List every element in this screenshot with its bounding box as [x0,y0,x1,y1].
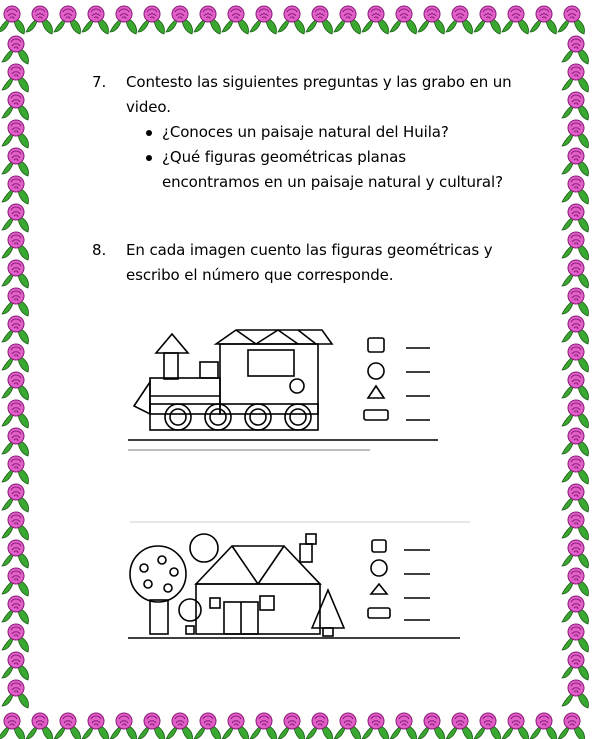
rose-flower-icon [54,6,81,34]
rose-flower-icon [562,400,589,428]
rose-flower-icon [0,713,25,739]
rose-flower-icon [530,6,557,34]
rose-flower-icon [2,316,29,344]
rose-flower-icon [2,596,29,624]
rose-flower-icon [562,652,589,680]
rose-flower-icon [562,148,589,176]
rose-flower-icon [138,713,165,739]
rose-flower-icon [2,64,29,92]
train-shapes-drawing [120,320,450,459]
rose-flower-icon [2,652,29,680]
rose-border-right [554,30,594,709]
rose-flower-icon [562,372,589,400]
rose-flower-icon [54,713,81,739]
rose-flower-icon [446,713,473,739]
rose-flower-icon [222,713,249,739]
rose-flower-icon [562,568,589,596]
rose-flower-icon [2,120,29,148]
rose-flower-icon [562,260,589,288]
rose-border-left [0,30,40,709]
rose-flower-icon [2,568,29,596]
rose-flower-icon [530,713,557,739]
rose-flower-icon [390,6,417,34]
rose-flower-icon [2,680,29,708]
rose-flower-icon [562,120,589,148]
rose-flower-icon [2,204,29,232]
rose-flower-icon [334,713,361,739]
rose-flower-icon [474,713,501,739]
rose-flower-icon [2,400,29,428]
rose-flower-icon [362,713,389,739]
rose-flower-icon [110,713,137,739]
rose-flower-icon [562,456,589,484]
rose-flower-icon [138,6,165,34]
question-7-bullets [144,120,504,195]
question-number: 8. [92,241,107,259]
house-shapes-drawing [120,520,470,654]
rose-flower-icon [2,344,29,372]
rose-flower-icon [562,484,589,512]
rose-flower-icon [562,428,589,456]
rose-flower-icon [2,260,29,288]
rose-flower-icon [334,6,361,34]
rose-flower-icon [390,713,417,739]
rose-flower-icon [2,428,29,456]
rose-flower-icon [562,680,589,708]
rose-flower-icon [222,6,249,34]
rose-flower-icon [562,596,589,624]
rose-flower-icon [418,713,445,739]
rose-flower-icon [306,713,333,739]
rose-flower-icon [562,204,589,232]
rose-flower-icon [82,713,109,739]
question-number: 7. [92,73,107,91]
rose-flower-icon [562,232,589,260]
rose-flower-icon [474,6,501,34]
rose-flower-icon [194,6,221,34]
bullet-item: ¿Conoces un paisaje natural del Huila? [144,120,504,145]
question-text: En cada imagen cuento las figuras geométricas y escribo el número que corresponde. [126,241,493,284]
rose-flower-icon [558,713,585,739]
rose-flower-icon [502,6,529,34]
rose-flower-icon [306,6,333,34]
rose-flower-icon [2,540,29,568]
rose-flower-icon [166,713,193,739]
rose-flower-icon [278,6,305,34]
rose-flower-icon [2,232,29,260]
rose-flower-icon [502,713,529,739]
rose-flower-icon [562,92,589,120]
rose-flower-icon [562,64,589,92]
rose-flower-icon [194,713,221,739]
rose-flower-icon [2,92,29,120]
rose-border-top [0,0,594,40]
rose-flower-icon [2,176,29,204]
rose-flower-icon [562,512,589,540]
rose-flower-icon [418,6,445,34]
rose-flower-icon [250,6,277,34]
rose-flower-icon [562,288,589,316]
rose-flower-icon [278,713,305,739]
rose-flower-icon [2,372,29,400]
rose-flower-icon [2,288,29,316]
rose-flower-icon [2,456,29,484]
question-text: Contesto las siguientes preguntas y las grabo en un video. [126,73,512,116]
rose-flower-icon [362,6,389,34]
rose-flower-icon [82,6,109,34]
rose-flower-icon [562,624,589,652]
rose-flower-icon [26,713,53,739]
rose-flower-icon [446,6,473,34]
bullet-item: ¿Qué figuras geométricas planas encontramos en un paisaje natural y cultural? [144,145,504,195]
rose-flower-icon [562,176,589,204]
question-8 [92,238,532,293]
question-7 [92,70,532,200]
rose-flower-icon [2,624,29,652]
rose-flower-icon [2,148,29,176]
rose-flower-icon [110,6,137,34]
rose-flower-icon [250,713,277,739]
rose-flower-icon [562,344,589,372]
rose-flower-icon [562,540,589,568]
rose-border-bottom [0,699,594,739]
rose-flower-icon [2,512,29,540]
rose-flower-icon [2,36,29,64]
rose-flower-icon [2,484,29,512]
rose-flower-icon [166,6,193,34]
rose-flower-icon [562,316,589,344]
rose-flower-icon [562,36,589,64]
